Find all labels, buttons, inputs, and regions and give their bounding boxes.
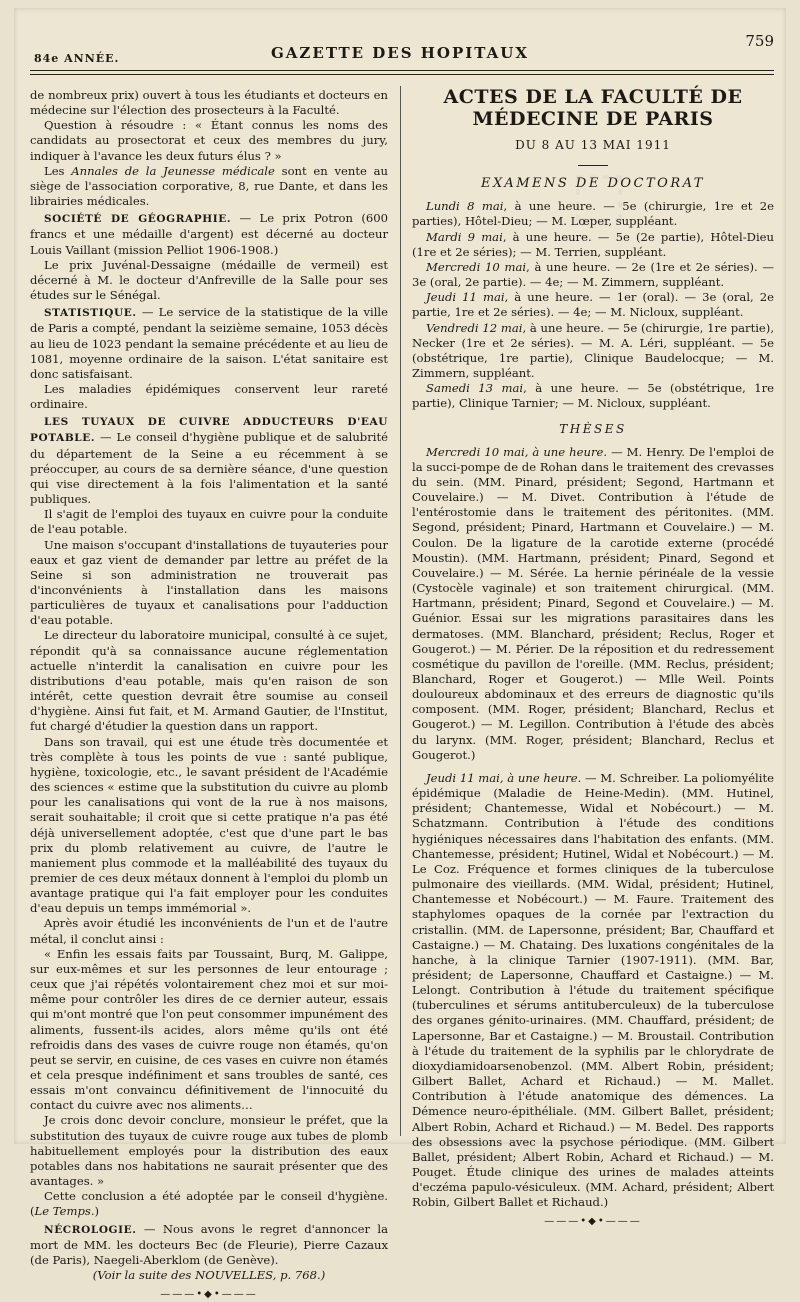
left-column xyxy=(30,88,388,1302)
library-stamp: ⬚ xyxy=(570,159,628,229)
header-rule xyxy=(30,70,774,71)
paragraph: Question à résoudre : « Étant connus les noms des candidats au prosectorat et ceux des membres du jury, indiquer à l'avance les deux futurs élus ? » xyxy=(30,118,388,163)
section-dates: DU 8 AU 13 MAI 1911 xyxy=(515,138,671,152)
paragraph: de nombreux prix) ouvert à tous les étudiants et docteurs en médecine sur l'élection des prosecteurs à la Faculté. xyxy=(30,88,388,118)
paragraph: Après avoir étudié les inconvénients de l'un et de l'autre métal, il conclut ainsi : xyxy=(30,916,388,946)
conclusion-paragraph: Cette conclusion a été adoptée par le conseil d'hygiène. (Le Temps.) xyxy=(30,1189,388,1219)
statistics-paragraph: STATISTIQUE. — Le service de la statistique de la ville de Paris a compté, pendant la seizième semaine, 1053 décès au lieu de 1023 pendant la semaine précédente et au lieu de 1081, moyenne ordinaire de la saison. L'état sanitaire est donc satisfaisant. xyxy=(30,305,388,381)
theses-heading: THÈSES xyxy=(559,421,627,436)
thesis-entry: Jeudi 11 mai, à une heure. — M. Schreiber. La poliomyélite épidémique (Maladie de Heine-Medin). (MM. Hutinel, président; Chantemesse, Widal et Nobécourt.) — M. Schatzmann. Contribution à l'étude des conditions hygiéniques nécessaires dans l'habitation des enfants. (MM. Chantemesse, président; Hutinel, Widal et Nobécourt.) — M. Le Coz. Fréquence et formes cliniques de la tuberculose pulmonaire des vieillards. (MM. Widal, président; Hutinel, Chantemesse et Nobécourt.) — M. Faure. Traitement des staphylomes opaques de la cornée par l'extraction du cristallin. (MM. de Lapersonne, président; Bar, Chauffard et Castaigne.) — M. Chataing. Des luxations congénitales de la hanche, à la clinique Tarnier (1907-1911). (MM. Bar, président; de Lapersonne, Chauffard et Castaigne.) — M. Lelongt. Contribution à l'étude du traitement spécifique (tuberculines et sérums antituberculeux) de la tuberculose des organes génito-urinaires. (MM. Chauffard, président; de Lapersonne, Bar et Castaigne.) — M. Broustail. Contribution à l'étude du traitement de la syphilis par le chlorydrate de dioxydiamidoarsenobenzol. (MM. Albert Robin, président; Gilbert Ballet, Achard et Richaud.) — M. Mallet. Contribution à l'étude anatomique des démences. La Démence neuro-épithéliale. (MM. Gilbert Ballet, président; Albert Robin, Achard et Richaud.) — M. Bedel. Des rapports des obsessions avec la psychose périodique. (MM. Gilbert Ballet, président; Albert Robin, Achard et Richaud.) — M. Pouget. Étude clinique des urines de malades atteints d'eczéma papulo-vésiculeux. (MM. Achard, président; Albert Robin, Gilbert Ballet et Richaud.) xyxy=(412,770,774,1210)
volume-year: 84e ANNÉE. xyxy=(34,52,120,65)
section-heading: LES TUYAUX DE CUIVRE ADDUCTEURS D'EAU POTABLE. xyxy=(30,416,388,445)
paragraph: Il s'agit de l'emploi des tuyaux en cuivre pour la conduite de l'eau potable. xyxy=(30,507,388,537)
paragraph: Une maison s'occupant d'installations de tuyauteries pour eaux et gaz vient de demander par lettre au préfet de la Seine si son administration ne trouverait pas d'inconvénients à l'installation dans les maisons particulières de tuyaux et canalisations pour l'adduction d'eau potable. xyxy=(30,537,388,628)
publication-title: GAZETTE DES HOPITAUX xyxy=(270,44,529,62)
exam-entry: Samedi 13 mai, à une heure. — 5e (obstétrique, 1re partie), Clinique Tarnier; — M. Nicloux, suppléant. xyxy=(412,381,774,411)
exam-entry: Lundi 8 mai, à une heure. — 5e (chirurgie, 1re et 2e parties), Hôtel-Dieu; — M. Lœper, suppléant. xyxy=(412,199,774,229)
geography-paragraph: SOCIÉTÉ DE GÉOGRAPHIE. — Le prix Potron (600 francs et une médaille d'argent) est décerné au docteur Louis Vaillant (mission Pelliot 1906-1908.) xyxy=(30,211,388,257)
end-ornament: ———•◆•——— xyxy=(544,1216,642,1228)
section-heading: SOCIÉTÉ DE GÉOGRAPHIE. xyxy=(44,213,232,226)
annales-paragraph: Les Annales de la Jeunesse médicale sont en vente au siège de l'association corporative, 8, rue Dante, et dans les librairies médicales. xyxy=(30,163,388,209)
right-column xyxy=(412,78,774,1230)
paragraph: Le directeur du laboratoire municipal, consulté à ce sujet, répondit qu'à sa connaissance aucune réglementation actuelle n'interdit la canalisation en cuivre pour les distributions d'eau potable, mais qu'en raison de son intérêt, cette question devrait être soumise au conseil d'hygiène. Ainsi fut fait, et M. Armand Gautier, de l'Institut, fut chargé d'étudier la question dans un rapport. xyxy=(30,628,388,734)
copper-pipes-paragraph: LES TUYAUX DE CUIVRE ADDUCTEURS D'EAU POTABLE. — Le conseil d'hygiène publique et de salubrité du département de la Seine a eu récemment à se préoccuper, au cours de sa dernière séance, d'une question qui vise directement à la fois l'alimentation et la santé publiques. xyxy=(30,416,388,507)
continuation-note: (Voir la suite des NOUVELLES, p. 768.) xyxy=(92,1268,326,1283)
exam-entry: Jeudi 11 mai, à une heure. — 1er (oral). — 3e (oral, 2e partie, 1re et 2e séries). — 4e; — M. Nicloux, suppléant. xyxy=(412,290,775,320)
annales-title: Annales de la Jeunesse médicale xyxy=(71,163,275,178)
paragraph: Je crois donc devoir conclure, monsieur le préfet, que la substitution des tuyaux de cuivre rouge aux tubes de plomb habituellement employés pour la distribution des eaux potables dans nos habitations ne saurait présenter que des avantages. » xyxy=(30,1113,388,1189)
page-number: 759 xyxy=(745,32,774,50)
paragraph: Dans son travail, qui est une étude très documentée et très complète à tous les points de vue : santé publique, hygiène, toxicologie, etc., le savant président de l'Académie des sciences « estime que la substitution du cuivre au plomb pour les canalisations qui vont de la rue à nos maisons, serait souhaitable; il croit que si cette pratique n'a pas été déjà universellement adoptée, c'est que d'une part le bas prix du plomb relativement au cuivre, de l'autre le maniement plus commode et la malléabilité des tuyaux du premier de ces deux métaux donnent à l'emploi du plomb un avantage pratique qui l'a fait employer pour les conduites d'eau depuis un temps immémorial ». xyxy=(30,734,388,916)
paragraph: Le prix Juvénal-Dessaigne (médaille de vermeil) est décerné à M. le docteur d'Anfreville de la Salle pour ses études sur le Sénégal. xyxy=(30,257,388,303)
exam-entry: Mercredi 10 mai, à une heure. — 2e (1re et 2e séries). — 3e (oral, 2e partie). — 4e; — M. Zimmern, suppléant. xyxy=(412,259,774,290)
exam-entry: Mardi 9 mai, à une heure. — 5e (2e partie), Hôtel-Dieu (1re et 2e séries); — M. Terrien, suppléant. xyxy=(412,229,774,259)
newspaper-page xyxy=(14,8,786,1301)
thesis-entry: Mercredi 10 mai, à une heure. — M. Henry. De l'emploi de la succi-pompe de de Rohan dans le traitement des crevasses du sein. (MM. Pinard, président; Segond, Hartmann et Couvelaire.) — M. Divet. Contribution à l'étude de l'entérostomie dans le traitement des péritonites. (MM. Segond, président; Pinard, Hartmann et Couvelaire.) — M. Coulon. De la ligature de la carotide externe (procédé Moustin). (MM. Hartmann, président; Pinard, Segond et Couvelaire.) — M. Sérée. La hernie périnéale de la vessie (Cystocèle vaginale) et son traitement chirurgical. (MM. Hartmann, président; Pinard, Segond et Couvelaire.) — M. Guénior. Essai sur les migrations parasitaires dans les dermatoses. (MM. Blanchard, président; Reclus, Roger et Gougerot.) — M. Périer. De la réposition et du redressement cosmétique du pavillon de l'oreille. (MM. Reclus, président; Blanchard, Roger et Gougerot.) — Mlle Weil. Points douloureux abdominaux et des erreurs de diagnostic qu'ils composent. (MM. Roger, président; Blanchard, Reclus et Gougerot.) — M. Legillon. Contribution à l'étude des abcès du larynx. (MM. Roger, président; Blanchard, Reclus et Gougerot.) xyxy=(412,444,774,762)
source-name: Le Temps xyxy=(34,1204,91,1219)
header-rule-thin xyxy=(30,74,774,75)
end-ornament: ———•◆•——— xyxy=(160,1289,258,1301)
column-divider xyxy=(400,86,401,1136)
short-rule xyxy=(578,165,608,166)
exam-entry: Vendredi 12 mai, à une heure. — 5e (chirurgie, 1re partie), Necker (1re et 2e séries). — M. A. Léri, suppléant. — 5e (obstétrique, 1re partie), Clinique Baudelocque; — M. Zimmern, suppléant. xyxy=(412,320,775,381)
paragraph: Les maladies épidémiques conservent leur rareté ordinaire. xyxy=(30,381,388,412)
page-header xyxy=(14,8,786,68)
necrology-paragraph: NÉCROLOGIE. — Nous avons le regret d'annoncer la mort de MM. les docteurs Bec (de Fleurie), Pierre Cazaux (de Paris), Naegeli-Aberklom (de Genève). xyxy=(30,1221,388,1267)
section-heading: NÉCROLOGIE. xyxy=(44,1223,137,1236)
section-title: ACTES DE LA FACULTÉ DE MÉDECINE DE PARIS xyxy=(443,86,743,130)
exams-heading: EXAMENS DE DOCTORAT xyxy=(481,176,705,192)
section-heading: STATISTIQUE. xyxy=(44,307,137,320)
paragraph: « Enfin les essais faits par Toussaint, Burq, M. Galippe, sur eux-mêmes et sur les personnes de leur entourage ; ceux que j'ai répétés volontairement chez moi et sur moi-même pour contrôler les dires de ce dernier auteur, essais qui m'ont montré que l'on peut consommer impunément des aliments, fussent-ils acides, alors même qu'ils ont été refroidis dans des vases de cuivre rouge non étamés, qu'on peut se servir, en cuisine, de ces vases en cuivre non étamés et cela presque indéfiniment et sans troubles de santé, ces essais m'ont convaincu définitivement de l'innocuité du contact du cuivre avec nos aliments… xyxy=(30,946,388,1113)
